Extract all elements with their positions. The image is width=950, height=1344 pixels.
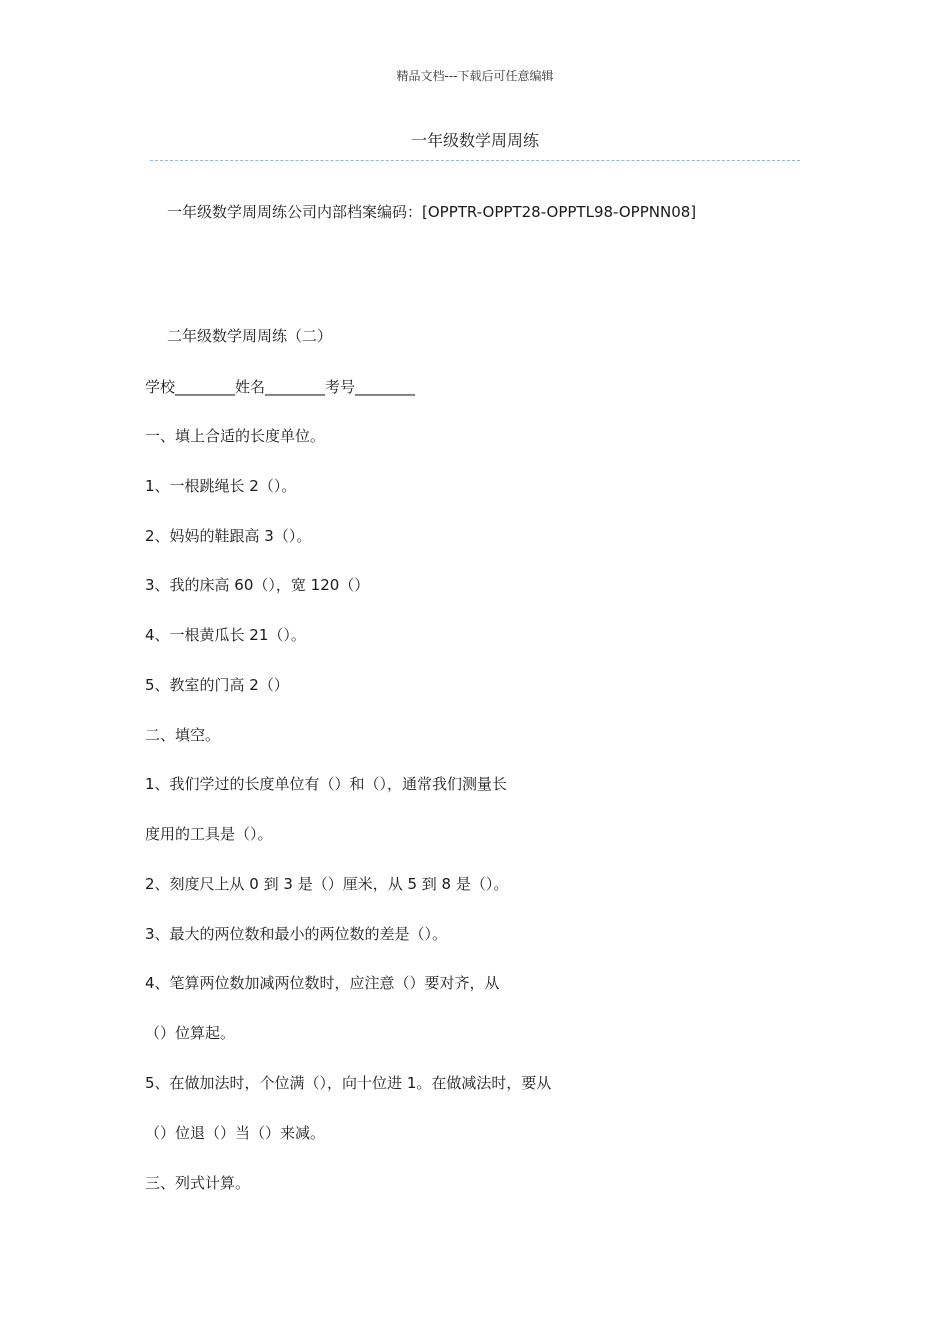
part2-line-3: 2、刻度尺上从 0 到 3 是（）厘米，从 5 到 8 是（）。 — [145, 875, 509, 893]
doc-title: 一年级数学周周练 — [410, 131, 539, 150]
part2-line-4: 3、最大的两位数和最小的两位数的差是（）。 — [145, 925, 448, 943]
part2-line-2: 度用的工具是（）。 — [145, 825, 273, 843]
part2-line-6: （）位算起。 — [145, 1024, 236, 1042]
info-line: 学校________姓名________考号________ — [145, 378, 416, 396]
part3-heading: 三、列式计算。 — [145, 1174, 251, 1192]
part1-item-5: 5、教室的门高 2（） — [145, 676, 289, 694]
part1-heading: 一、填上合适的长度单位。 — [145, 427, 326, 445]
header-note: 精品文档---下载后可任意编辑 — [396, 69, 554, 83]
section-title: 二年级数学周周练（二） — [167, 327, 333, 345]
part1-item-4: 4、一根黄瓜长 21（）。 — [145, 626, 306, 644]
archive-line: 一年级数学周周练公司内部档案编码：[OPPTR-OPPT28-OPPTL98-OPPNN08] — [167, 203, 697, 221]
part1-item-2: 2、妈妈的鞋跟高 3（）。 — [145, 527, 312, 545]
part2-heading: 二、填空。 — [145, 726, 221, 744]
dashed-divider — [150, 160, 800, 161]
part1-item-1: 1、一根跳绳长 2（）。 — [145, 477, 297, 495]
part2-line-7: 5、在做加法时，个位满（），向十位进 1。在做减法时，要从 — [145, 1074, 552, 1092]
part2-line-5: 4、笔算两位数加减两位数时，应注意（）要对齐，从 — [145, 974, 500, 992]
part2-line-8: （）位退（）当（）来减。 — [145, 1124, 326, 1142]
part1-item-3: 3、我的床高 60（），宽 120（） — [145, 576, 370, 594]
part2-line-1: 1、我们学过的长度单位有（）和（），通常我们测量长 — [145, 775, 508, 793]
